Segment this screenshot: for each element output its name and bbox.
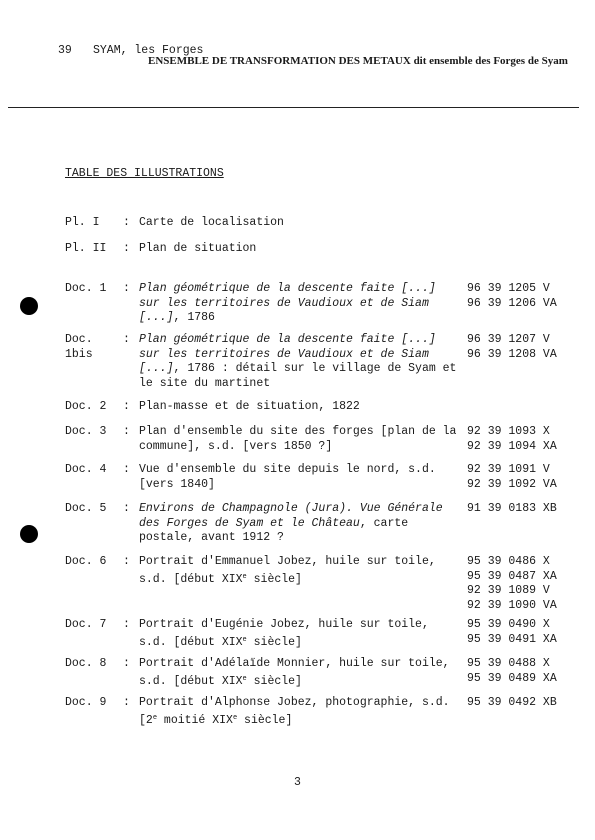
item-label: Doc. 1 [65,282,107,295]
item-colon: : [123,216,130,229]
item-text [139,657,457,689]
ref: 95 39 0489 XA [467,671,557,685]
item-text [139,618,457,650]
item-title: Plan géométrique de la descente faite [...] sur les territoires de Vaudioux et de Siam [...] [139,333,436,375]
ref: 92 39 1090 VA [467,598,557,612]
ref: 95 39 0488 X [467,657,550,670]
item-title: Plan géométrique de la descente faite [...] sur les territoires de Vaudioux et de Siam [...] [139,282,436,324]
item-colon: : [123,400,130,413]
item-colon: : [123,696,130,709]
item-label: Pl. I [65,216,100,229]
item-note: , 1786 : détail sur le village de Syam et le site du martinet [139,362,457,390]
item-label: Doc. 7 [65,618,107,631]
item-text: Carte de localisation [139,216,284,229]
header-rule [8,107,579,108]
item-label: Doc. 3 [65,425,107,438]
item-text-a: Portrait d'Emmanuel Jobez, huile sur toile, s.d. [début XIX [139,555,436,586]
binder-hole-bottom [20,525,38,543]
item-text [139,502,457,546]
item-label: Doc. 2 [65,400,107,413]
item-text-b: siècle] [246,635,302,649]
item-label: Doc. 9 [65,696,107,709]
item-sup: e [242,674,247,683]
item-text-a: Portrait d'Adélaïde Monnier, huile sur toile, s.d. [début XIX [139,657,450,688]
item-sup: e [152,713,158,722]
page-number: 3 [294,776,301,789]
item-refs [467,696,587,711]
item-label: Doc. 5 [65,502,107,515]
ref: 95 39 0490 X [467,618,550,631]
ref: 95 39 0491 XA [467,632,557,646]
item-colon: : [123,502,130,515]
ref: 96 39 1207 V [467,333,550,346]
item-text: Plan d'ensemble du site des forges [plan de la commune], s.d. [vers 1850 ?] [139,425,457,453]
item-title: Environs de Champagnole (Jura). Vue Générale des Forges de Syam et le Château [139,502,443,530]
ref: 96 39 1205 V [467,282,550,295]
header-location: SYAM, les Forges [93,44,204,57]
toc-title: TABLE DES ILLUSTRATIONS [65,167,224,180]
item-refs [467,618,587,647]
item-note: , carte postale, avant 1912 ? [139,516,409,544]
item-colon: : [123,657,130,670]
ref: 92 39 1092 VA [467,477,557,491]
item-colon: : [123,425,130,438]
item-text [139,333,457,391]
ref: 96 39 1208 VA [467,347,557,361]
ref: 96 39 1206 VA [467,296,557,310]
item-text: Vue d'ensemble du site depuis le nord, s.d. [vers 1840] [139,463,436,491]
item-sup: e [242,572,247,581]
item-text-b: siècle] [246,674,302,688]
item-refs [467,333,587,362]
item-text-b: siècle] [237,713,293,727]
item-sup: e [232,713,238,722]
item-label: Pl. II [65,242,107,255]
item-colon: : [123,618,130,631]
item-refs [467,463,587,492]
item-text-a: Portrait d'Alphonse Jobez, photographie, s.d. [2 [139,696,450,727]
item-text-m: moitié XIX [157,713,233,727]
item-sup: e [242,635,247,644]
item-text [139,282,457,326]
item-colon: : [123,333,130,346]
ref: 95 39 0486 X [467,555,550,568]
item-refs [467,555,587,613]
header-number: 39 [58,44,72,57]
ref: 95 39 0487 XA [467,569,557,583]
item-text: Plan-masse et de situation, 1822 [139,400,360,413]
ref: 92 39 1091 V [467,463,550,476]
item-colon: : [123,242,130,255]
item-label: Doc. 8 [65,657,107,670]
item-note: , 1786 [173,311,215,324]
item-text [139,696,457,728]
item-refs [467,657,587,686]
item-text-b: siècle] [246,572,302,586]
ref: 92 39 1093 X [467,425,550,438]
item-refs [467,282,587,311]
item-label: Doc. 6 [65,555,107,568]
item-text [139,555,457,587]
item-label: Doc. 4 [65,463,107,476]
ref: 92 39 1094 XA [467,439,557,453]
item-text-a: Portrait d'Eugénie Jobez, huile sur toile, s.d. [début XIX [139,618,429,649]
header-title: ENSEMBLE DE TRANSFORMATION DES METAUX dit ensemble des Forges de Syam [148,55,568,67]
ref: 92 39 1089 V [467,584,550,597]
item-text: Plan de situation [139,242,257,255]
item-refs [467,502,587,517]
ref: 95 39 0492 XB [467,696,557,709]
item-colon: : [123,555,130,568]
item-colon: : [123,463,130,476]
item-colon: : [123,282,130,295]
item-label: Doc. 1bis [65,333,93,361]
ref: 91 39 0183 XB [467,502,557,515]
item-refs [467,425,587,454]
binder-hole-top [20,297,38,315]
